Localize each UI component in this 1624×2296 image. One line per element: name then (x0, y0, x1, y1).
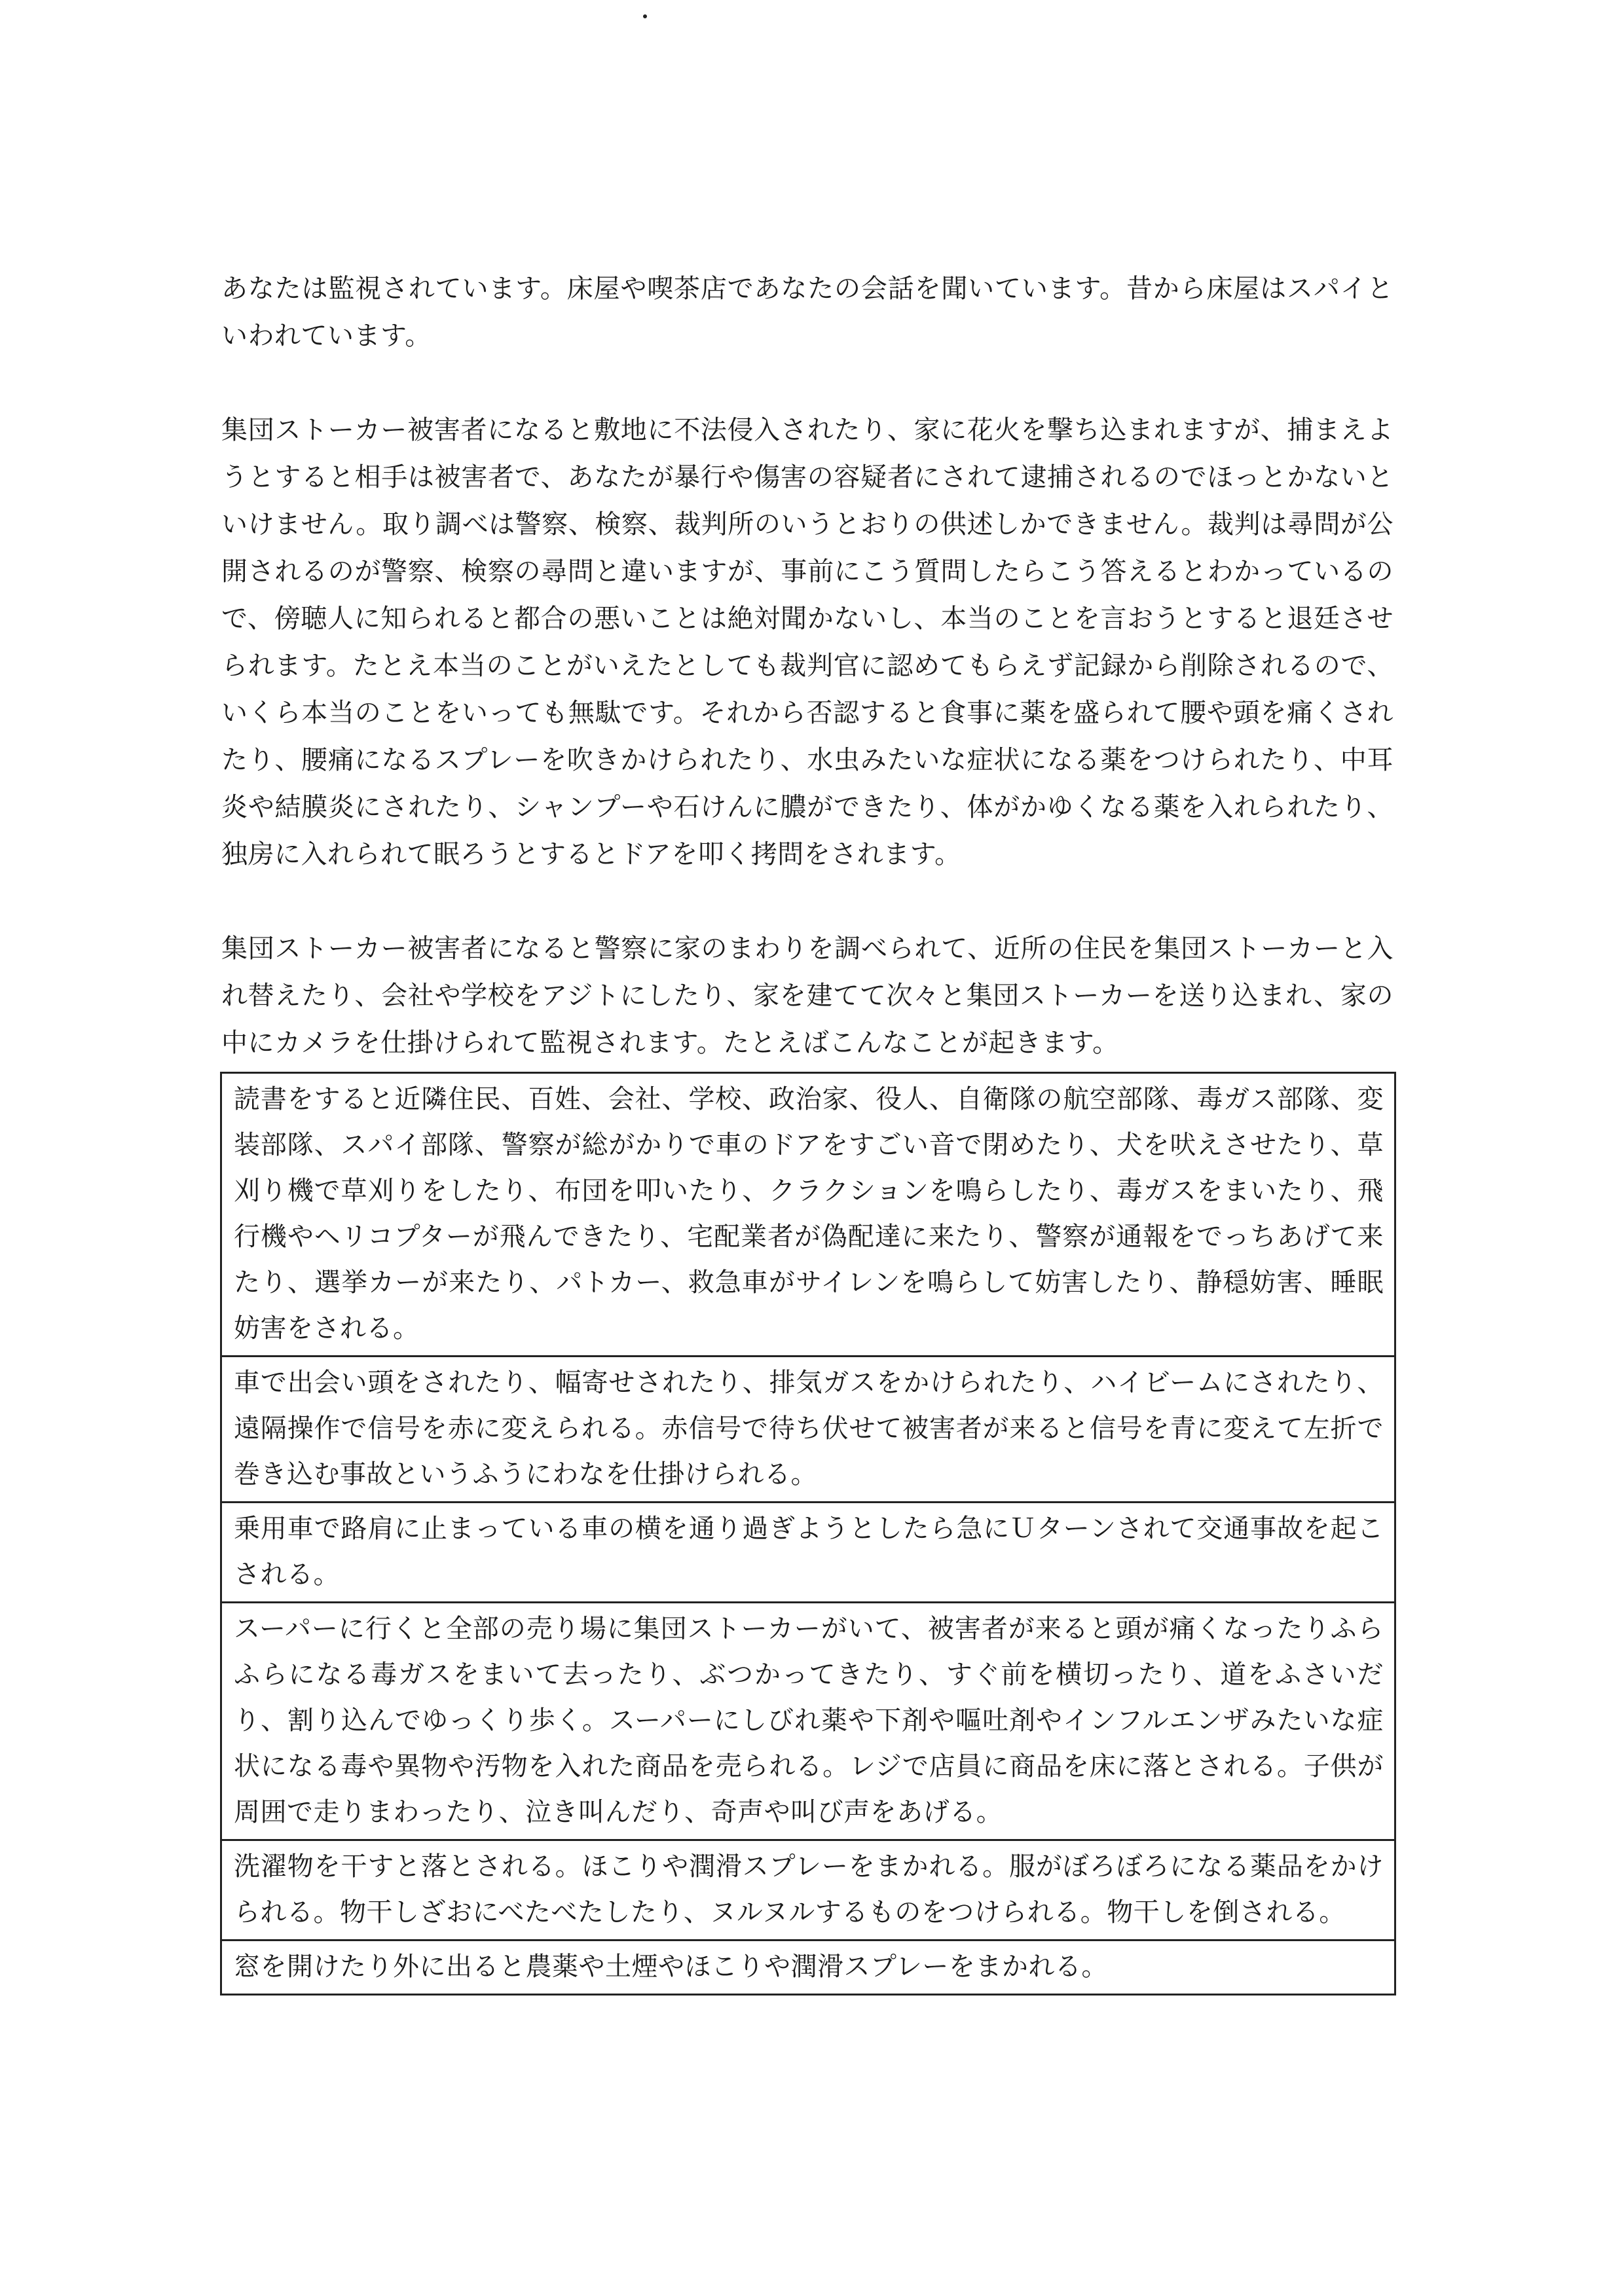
table-row-u-turn: 乗用車で路肩に止まっている車の横を通り過ぎようとしたら急にＵターンされて交通事故を起こされる。 (222, 1501, 1394, 1601)
paragraph-2: 集団ストーカー被害者になると敷地に不法侵入されたり、家に花火を撃ち込まれますが、捕まえようとすると相手は被害者で、あなたが暴行や傷害の容疑者にされて逮捕されるのでほっとかないといけません。取り調べは警察、検察、裁判所のいうとおりの供述しかできません。裁判は尋問が公開されるのが警察、検察の尋問と違いますが、事前にこう質問したらこう答えるとわかっているので、傍聴人に知られると都合の悪いことは絶対聞かないし、本当のことを言おうとすると退廷させられます。たとえ本当のことがいえたとしても裁判官に認めてもらえず記録から削除されるので、いくら本当のことをいっても無駄です。それから否認すると食事に薬を盛られて腰や頭を痛くされたり、腰痛になるスプレーを吹きかけられたり、水虫みたいな症状になる薬をつけられたり、中耳炎や結膜炎にされたり、シャンプーや石けんに膿ができたり、体がかゆくなる薬を入れられたり、独房に入れられて眠ろうとするとドアを叩く拷問をされます。 (221, 415, 1393, 869)
incident-table (220, 1072, 1396, 1995)
scan-speck (643, 14, 647, 18)
paragraph-3: 集団ストーカー被害者になると警察に家のまわりを調べられて、近所の住民を集団ストーカーと入れ替えたり、会社や学校をアジトにしたり、家を建てて次々と集団ストーカーを送り込まれ、家の中にカメラを仕掛けられて監視されます。たとえばこんなことが起きます。 (221, 934, 1393, 1058)
document-body (221, 265, 1393, 1995)
table-row-window: 窓を開けたり外に出ると農薬や土煙やほこりや潤滑スプレーをまかれる。 (222, 1939, 1394, 1994)
paragraph-1: あなたは監視されています。床屋や喫茶店であなたの会話を聞いています。昔から床屋はスパイといわれています。 (221, 274, 1393, 351)
table-row-supermarket: スーパーに行くと全部の売り場に集団ストーカーがいて、被害者が来ると頭が痛くなったりふらふらになる毒ガスをまいて去ったり、ぶつかってきたり、すぐ前を横切ったり、道をふさいだり、割り込んでゆっくり歩く。スーパーにしびれ薬や下剤や嘔吐剤やインフルエンザみたいな症状になる毒や異物や汚物を入れた商品を売られる。レジで店員に商品を床に落とされる。子供が周囲で走りまわったり、泣き叫んだり、奇声や叫び声をあげる。 (222, 1601, 1394, 1839)
table-row-reading: 読書をすると近隣住民、百姓、会社、学校、政治家、役人、自衛隊の航空部隊、毒ガス部隊、変装部隊、スパイ部隊、警察が総がかりで車のドアをすごい音で閉めたり、犬を吠えさせたり、草刈り機で草刈りをしたり、布団を叩いたり、クラクションを鳴らしたり、毒ガスをまいたり、飛行機やヘリコプターが飛んできたり、宅配業者が偽配達に来たり、警察が通報をでっちあげて来たり、選挙カーが来たり、パトカー、救急車がサイレンを鳴らして妨害したり、静穏妨害、睡眠妨害をされる。 (234, 1084, 1384, 1343)
table-row-driving: 車で出会い頭をされたり、幅寄せされたり、排気ガスをかけられたり、ハイビームにされたり、遠隔操作で信号を赤に変えられる。赤信号で待ち伏せて被害者が来ると信号を青に変えて左折で巻き込む事故というふうにわなを仕掛けられる。 (222, 1355, 1394, 1501)
table-row-laundry: 洗濯物を干すと落とされる。ほこりや潤滑スプレーをまかれる。服がぼろぼろになる薬品をかけられる。物干しざおにべたべたしたり、ヌルヌルするものをつけられる。物干しを倒される。 (222, 1839, 1394, 1939)
